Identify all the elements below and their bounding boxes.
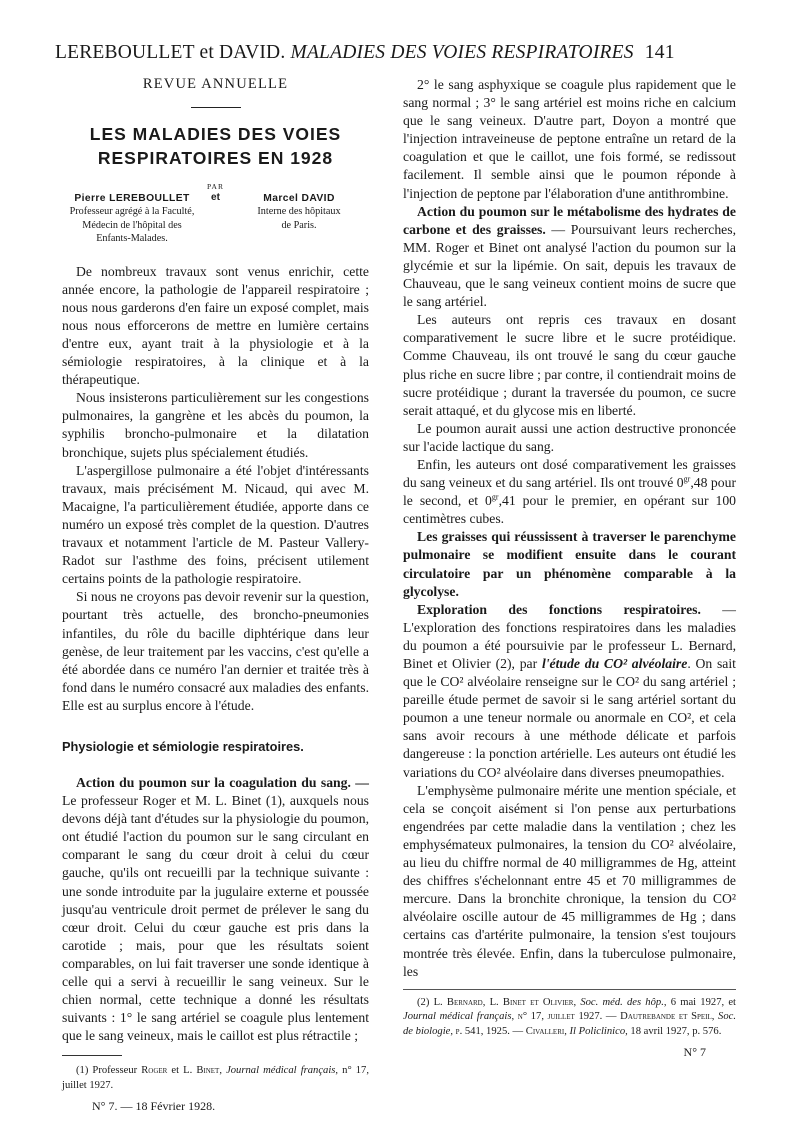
- body-paragraph: Action du poumon sur le métabolisme des hydrates de carbone et des graisses. — Poursuivant leurs recherches, MM. Roger et Binet ont analysé l'action du poumon sur la glycémie et sur la lipémie. On sait, depuis les travaux de Chauveau, que le sang veineux contient moins de sucre que le sang artériel.: [403, 203, 736, 310]
- paragraph-lead: Exploration des fonctions respiratoires.: [417, 601, 701, 617]
- author-name: Marcel DAVID: [263, 193, 335, 204]
- header-authors: LEREBOULLET et DAVID.: [55, 42, 286, 63]
- article-title-line-1: LES MALADIES DES VOIES: [89, 124, 342, 144]
- body-paragraph: Nous insisterons particulièrement sur les congestions pulmonaires, la gangrène et les abcès du poumon, la syphilis broncho-pulmonaire et la dilatation bronchique, sujets plus spécialement étudiés.: [62, 390, 369, 460]
- right-column: [403, 76, 736, 1060]
- body-paragraph: Les graisses qui réussissent à traverser le parenchyme pulmonaire se modifient ensuite dans le courant circulatoire par un phénomène comparable à la glycolyse.: [403, 529, 736, 599]
- body-paragraph: L'aspergillose pulmonaire a été l'objet d'intéressants travaux, mais précisément M. Nicaud, qui avec M. Macaigne, l'a particulièrement étudiée, apporte dans ce numéro un exposé très complet de la question. D'autres travaux et notamment l'article de M. Pasteur Vallery-Radot sur l'asthme des foins, précisent utilement certains points de la pathologie respiratoire.: [62, 462, 369, 587]
- footnote-marker: (2): [417, 996, 430, 1008]
- author-block: [62, 192, 369, 246]
- header-journal-title: MALADIES DES VOIES RESPIRATOIRES: [290, 42, 634, 63]
- article-title: [62, 122, 369, 170]
- running-header: [55, 42, 755, 64]
- article-title-line-2: RESPIRATOIRES EN 1928: [97, 148, 334, 168]
- issue-footer: N° 7. — 18 Février 1928.: [92, 1099, 216, 1114]
- paragraph-text: Le professeur Roger et M. L. Binet (1), auxquels nous devons déjà tant d'études sur la physiologie du poumon, ont étudié l'action du poumon sur le sang circulant en comparant le sang du cœur droit à celui du cœur gauche, qu'ils ont recueilli par la technique suivante : une sonde introduite par la jugulaire externe et poussée jusqu'au ventricule droit permet de prélever le sang du cœur droit. Celui du cœur gauche est pris dans la carotide ; mais, pour que les résultats soient comparables, on lui fait traverser une sonde identique à celle qui a servi à recueillir le sang veineux. Sur le chien normal, cette technique a donné les résultats suivants : 1° le sang artériel se coagule plus lentement que le sang veineux, mais le caillot est plus rétractile ;: [62, 793, 369, 1044]
- author-conjunction: et: [211, 192, 220, 203]
- footnote: (1) Professeur Roger et L. Binet, Journal médical français, n° 17, juillet 1927.: [62, 1065, 369, 1091]
- body-paragraph: [62, 774, 369, 1045]
- author-lereboullet: [62, 192, 202, 246]
- paragraph-lead: Action du poumon sur la coagulation du sang. —: [76, 774, 369, 790]
- paragraph-lead: Action du poumon sur le métabolisme des hydrates de carbone et des graisses.: [403, 203, 736, 237]
- body-paragraph: Si nous ne croyons pas devoir revenir sur la question, pourtant très actuelle, des broncho-pneumonies infantiles, du rôle du bacille diphtérique dans leur genèse, de leur traitement par les vaccins, c'est qu'elle a été abordée dans ce numéro l'an dernier et traitée très à fond dans le numéro consacré aux maladies des enfants. Elle est au surplus encore à l'étude.: [62, 589, 369, 713]
- author-affiliation: de Paris.: [281, 219, 317, 231]
- footnote-rule: [403, 989, 736, 990]
- body-paragraph: Les auteurs ont repris ces travaux en dosant comparativement le sucre libre et le sucre protéidique. Comme Chauveau, ils ont trouvé le sang du cœur gauche plus riche en sucre libre ; par contre, il contiendrait moins de sucre protéidique ; durant la traversée du poumon, ce sucre serait attaqué, et du glycose mis en liberté.: [403, 312, 736, 418]
- footnote-rule: [62, 1055, 122, 1056]
- left-column: [62, 72, 369, 1114]
- section-heading: Physiologie et sémiologie respiratoires.: [62, 738, 304, 754]
- body-paragraph: Enfin, les auteurs ont dosé comparativement les graisses du sang veineux et du sang artériel. Ils ont trouvé $0^{gr},48$ pour le second, et $0^{gr},41$ pour le premier, en opérant sur 100 centimètres cubes.: [403, 456, 737, 527]
- author-affiliation: Professeur agrégé à la Faculté,: [69, 206, 195, 218]
- footnote: (2) L. Bernard, L. Binet et Olivier, Soc. méd. des hôp., 6 mai 1927, et Journal médical français, n° 17, juillet 1927. — Dautrebande et Speil, Soc. de biologie, p. 541, 1925. — Civalleri, Il Policlinico, 18 avril 1927, p. 576.: [403, 996, 736, 1037]
- author-affiliation: Enfants-Malades.: [96, 233, 168, 245]
- body-paragraph: Exploration des fonctions respiratoires. — L'exploration des fonctions respiratoires dans les maladies du poumon a été poursuivie par le professeur L. Bernard, Binet et Olivier (2), par l'étude du CO² alvéolaire. On sait que le CO² alvéolaire renseigne sur le CO² du sang artériel ; pareille étude permet de savoir si le sang artériel sortant du poumon a une teneur normale ou anormale en CO², et cela sans avoir recours à une méthode délicate et parfois dangereuse : la ponction artérielle. Les auteurs ont étudié les variations du CO² alvéolaire dans diverses pneumopathies.: [403, 601, 736, 780]
- header-page-number: 141: [644, 42, 675, 63]
- author-david: [229, 192, 369, 246]
- body-paragraph: L'emphysème pulmonaire mérite une mention spéciale, et cela se conçoit aisément si l'on pense aux perturbations engendrées par cette maladie dans la ventilation ; chez les emphysémateux pulmonaires, la tension du CO² alvéolaire, au lieu du chiffre normal de 40 milligrammes de Hg, atteint des chiffres s'échelonnant entre 45 et 70 milligrammes de mercure. Dans la bronchite chronique, la tension du CO² alvéolaire oscille autour de 45 milligrammes de Hg ; dans certains cas d'artérite pulmonaire, la tension s'est toujours montrée très élevée. Enfin, dans la tuberculose pulmonaire, les: [403, 782, 736, 979]
- footnote-marker: (1): [76, 1065, 89, 1077]
- author-name: Pierre LEREBOULLET: [74, 193, 190, 204]
- intro-paragraph: De nombreux travaux sont venus enrichir, cette année encore, la pathologie de l'appareil respiratoire ; nous nous garderons d'en faire un exposé complet, mais nous nous efforcerons de mettre en lumière certains d'entre eux, ayant trait à la physiologie et à la sémiologie respiratoires, à la clinique et à la thérapeutique.: [62, 263, 369, 388]
- issue-footer: N° 7: [683, 1044, 706, 1059]
- title-rule: [191, 107, 241, 108]
- section-label: REVUE ANNUELLE: [142, 76, 289, 92]
- author-affiliation: Médecin de l'hôpital des: [82, 219, 182, 231]
- body-paragraph: 2° le sang asphyxique se coagule plus rapidement que le sang normal ; 3° le sang artériel est moins riche en calcium que le sang veineux. D'autre part, Doyon a montré que l'injection intraveineuse de peptone entraîne un retard de la coagulation et que le caillot, une fois formé, se redissout facilement. Il semble ainsi que le poumon réponde à l'injection de peptone par l'élaboration d'une antithrombine.: [403, 77, 736, 201]
- body-paragraph: Le poumon aurait aussi une action destructive prononcée sur l'acide lactique du sang.: [403, 420, 736, 454]
- author-affiliation: Interne des hôpitaux: [257, 206, 341, 218]
- by-label: PAR: [207, 182, 224, 191]
